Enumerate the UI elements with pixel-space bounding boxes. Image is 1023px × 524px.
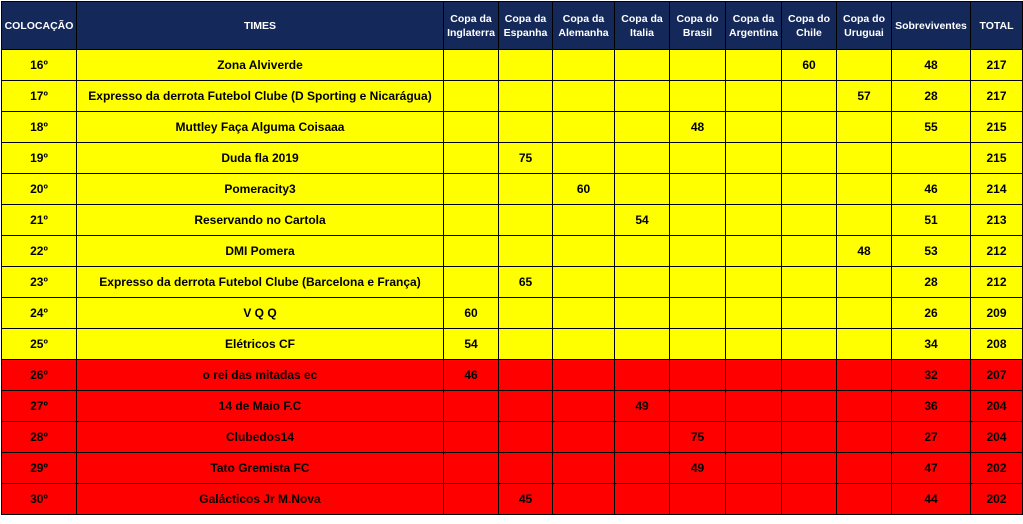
table-row <box>2 484 1023 515</box>
cell-total: 204 <box>971 422 1023 453</box>
cell-copa-espanha <box>499 391 553 422</box>
cell-copa-argentina <box>726 391 782 422</box>
cell-team: 14 de Maio F.C <box>77 391 444 422</box>
cell-copa-argentina <box>726 453 782 484</box>
cell-copa-uruguai <box>837 174 892 205</box>
cell-total: 212 <box>971 267 1023 298</box>
cell-total: 215 <box>971 112 1023 143</box>
cell-copa-espanha <box>499 453 553 484</box>
header-colocacao: COLOCAÇÃO <box>2 2 77 50</box>
cell-copa-chile <box>782 205 837 236</box>
cell-team: Zona Alviverde <box>77 50 444 81</box>
cell-copa-brasil <box>670 50 726 81</box>
cell-copa-chile <box>782 236 837 267</box>
cell-team: Reservando no Cartola <box>77 205 444 236</box>
cell-position: 26º <box>2 360 77 391</box>
cell-copa-inglaterra <box>444 50 499 81</box>
table-row <box>2 360 1023 391</box>
table-row <box>2 453 1023 484</box>
cell-copa-inglaterra <box>444 143 499 174</box>
cell-copa-brasil <box>670 236 726 267</box>
header-copa-espanha <box>499 2 553 50</box>
cell-copa-chile <box>782 267 837 298</box>
cell-total: 217 <box>971 50 1023 81</box>
header-copa-chile-line2: Chile <box>796 26 822 39</box>
cell-copa-brasil <box>670 298 726 329</box>
cell-copa-argentina <box>726 205 782 236</box>
cell-copa-chile <box>782 484 837 515</box>
cell-position: 16º <box>2 50 77 81</box>
cell-copa-uruguai <box>837 484 892 515</box>
header-row <box>2 2 1023 50</box>
cell-team: Expresso da derrota Futebol Clube (D Sporting e Nicarágua) <box>77 81 444 112</box>
cell-total: 213 <box>971 205 1023 236</box>
header-copa-italia <box>615 2 670 50</box>
cell-copa-espanha: 45 <box>499 484 553 515</box>
cell-copa-inglaterra <box>444 453 499 484</box>
cell-copa-uruguai: 57 <box>837 81 892 112</box>
cell-copa-espanha <box>499 81 553 112</box>
table-row <box>2 267 1023 298</box>
header-copa-chile <box>782 2 837 50</box>
cell-copa-chile <box>782 298 837 329</box>
cell-sobreviventes: 28 <box>892 81 971 112</box>
cell-copa-chile: 60 <box>782 50 837 81</box>
cell-copa-italia <box>615 453 670 484</box>
cell-copa-inglaterra: 60 <box>444 298 499 329</box>
cell-copa-brasil: 49 <box>670 453 726 484</box>
cell-team: Tato Gremista FC <box>77 453 444 484</box>
cell-copa-argentina <box>726 422 782 453</box>
cell-copa-uruguai <box>837 143 892 174</box>
cell-position: 25º <box>2 329 77 360</box>
cell-copa-espanha <box>499 236 553 267</box>
cell-copa-italia <box>615 112 670 143</box>
cell-total: 208 <box>971 329 1023 360</box>
header-copa-italia-line2: Italia <box>630 26 654 39</box>
cell-sobreviventes <box>892 143 971 174</box>
cell-copa-inglaterra <box>444 484 499 515</box>
table-row <box>2 391 1023 422</box>
header-copa-brasil-line1: Copa do <box>676 12 719 25</box>
cell-copa-uruguai <box>837 298 892 329</box>
cell-copa-chile <box>782 329 837 360</box>
cell-copa-brasil <box>670 143 726 174</box>
header-copa-alemanha-line2: Alemanha <box>558 26 609 39</box>
table-row <box>2 422 1023 453</box>
cell-position: 24º <box>2 298 77 329</box>
cell-position: 30º <box>2 484 77 515</box>
cell-copa-italia: 49 <box>615 391 670 422</box>
cell-sobreviventes: 32 <box>892 360 971 391</box>
cell-copa-italia <box>615 267 670 298</box>
cell-copa-brasil: 75 <box>670 422 726 453</box>
cell-copa-espanha <box>499 360 553 391</box>
cell-copa-inglaterra <box>444 391 499 422</box>
header-copa-inglaterra <box>444 2 499 50</box>
cell-total: 202 <box>971 453 1023 484</box>
cell-copa-inglaterra <box>444 174 499 205</box>
cell-copa-argentina <box>726 81 782 112</box>
header-copa-brasil <box>670 2 726 50</box>
cell-sobreviventes: 53 <box>892 236 971 267</box>
table-row <box>2 329 1023 360</box>
header-copa-inglaterra-line2: Inglaterra <box>447 26 495 39</box>
cell-position: 17º <box>2 81 77 112</box>
cell-copa-uruguai <box>837 422 892 453</box>
cell-position: 27º <box>2 391 77 422</box>
cell-copa-espanha <box>499 422 553 453</box>
cell-copa-inglaterra <box>444 81 499 112</box>
cell-copa-brasil: 48 <box>670 112 726 143</box>
header-copa-argentina-line2: Argentina <box>728 26 778 39</box>
cell-copa-argentina <box>726 298 782 329</box>
cell-copa-alemanha <box>553 81 615 112</box>
cell-copa-espanha <box>499 205 553 236</box>
cell-copa-argentina <box>726 484 782 515</box>
cell-copa-italia: 54 <box>615 205 670 236</box>
cell-copa-chile <box>782 422 837 453</box>
cell-copa-chile <box>782 174 837 205</box>
cell-position: 29º <box>2 453 77 484</box>
cell-copa-alemanha <box>553 298 615 329</box>
cell-copa-alemanha <box>553 453 615 484</box>
cell-total: 204 <box>971 391 1023 422</box>
cell-copa-italia <box>615 50 670 81</box>
cell-total: 217 <box>971 81 1023 112</box>
cell-copa-alemanha <box>553 50 615 81</box>
cell-copa-italia <box>615 329 670 360</box>
header-times: TIMES <box>77 2 444 50</box>
table-row <box>2 50 1023 81</box>
cell-sobreviventes: 46 <box>892 174 971 205</box>
cell-copa-italia <box>615 484 670 515</box>
cell-sobreviventes: 47 <box>892 453 971 484</box>
header-copa-espanha-line1: Copa da <box>504 12 547 25</box>
cell-copa-italia <box>615 360 670 391</box>
cell-position: 18º <box>2 112 77 143</box>
cell-copa-argentina <box>726 329 782 360</box>
cell-copa-espanha <box>499 174 553 205</box>
cell-copa-argentina <box>726 143 782 174</box>
cell-copa-brasil <box>670 81 726 112</box>
header-copa-argentina <box>726 2 782 50</box>
cell-copa-alemanha <box>553 143 615 174</box>
table-row <box>2 298 1023 329</box>
cell-copa-alemanha <box>553 391 615 422</box>
cell-copa-brasil <box>670 329 726 360</box>
header-copa-uruguai-line2: Uruguai <box>844 26 884 39</box>
cell-team: Galácticos Jr M.Nova <box>77 484 444 515</box>
cell-copa-inglaterra <box>444 205 499 236</box>
cell-copa-uruguai <box>837 50 892 81</box>
cell-copa-chile <box>782 360 837 391</box>
cell-sobreviventes: 55 <box>892 112 971 143</box>
cell-team: o rei das mitadas ec <box>77 360 444 391</box>
cell-copa-espanha <box>499 112 553 143</box>
cell-position: 28º <box>2 422 77 453</box>
cell-copa-uruguai <box>837 453 892 484</box>
header-copa-chile-line1: Copa do <box>788 12 830 25</box>
cell-copa-espanha <box>499 50 553 81</box>
cell-sobreviventes: 36 <box>892 391 971 422</box>
cell-copa-inglaterra: 54 <box>444 329 499 360</box>
cell-position: 21º <box>2 205 77 236</box>
cell-total: 215 <box>971 143 1023 174</box>
header-copa-alemanha <box>553 2 615 50</box>
cell-total: 214 <box>971 174 1023 205</box>
cell-sobreviventes: 26 <box>892 298 971 329</box>
table-row <box>2 143 1023 174</box>
cell-copa-uruguai <box>837 205 892 236</box>
cell-copa-argentina <box>726 112 782 143</box>
cell-position: 20º <box>2 174 77 205</box>
cell-position: 19º <box>2 143 77 174</box>
cell-total: 209 <box>971 298 1023 329</box>
cell-sobreviventes: 28 <box>892 267 971 298</box>
cell-copa-uruguai <box>837 329 892 360</box>
header-copa-uruguai-line1: Copa do <box>843 12 885 25</box>
cell-copa-espanha: 65 <box>499 267 553 298</box>
cell-copa-brasil <box>670 360 726 391</box>
header-copa-alemanha-line1: Copa da <box>562 12 605 25</box>
header-copa-uruguai <box>837 2 892 50</box>
cell-copa-inglaterra: 46 <box>444 360 499 391</box>
cell-copa-inglaterra <box>444 422 499 453</box>
cell-copa-italia <box>615 174 670 205</box>
cell-copa-alemanha <box>553 112 615 143</box>
cell-copa-brasil <box>670 391 726 422</box>
cell-copa-chile <box>782 81 837 112</box>
cell-copa-italia <box>615 236 670 267</box>
cell-copa-italia <box>615 81 670 112</box>
standings-table <box>1 1 1023 515</box>
cell-copa-brasil <box>670 205 726 236</box>
cell-copa-alemanha <box>553 205 615 236</box>
cell-copa-italia <box>615 298 670 329</box>
cell-copa-alemanha <box>553 267 615 298</box>
cell-copa-alemanha <box>553 329 615 360</box>
cell-copa-alemanha <box>553 484 615 515</box>
table-row <box>2 205 1023 236</box>
cell-copa-uruguai <box>837 267 892 298</box>
table-row <box>2 112 1023 143</box>
cell-team: Clubedos14 <box>77 422 444 453</box>
header-copa-inglaterra-line1: Copa da <box>450 12 492 25</box>
cell-copa-uruguai <box>837 112 892 143</box>
header-copa-argentina-line1: Copa da <box>732 12 775 25</box>
cell-copa-brasil <box>670 484 726 515</box>
cell-team: Muttley Faça Alguma Coisaaa <box>77 112 444 143</box>
cell-position: 22º <box>2 236 77 267</box>
cell-copa-alemanha <box>553 236 615 267</box>
cell-copa-chile <box>782 391 837 422</box>
header-copa-brasil-line2: Brasil <box>682 26 713 39</box>
cell-team: Expresso da derrota Futebol Clube (Barcelona e França) <box>77 267 444 298</box>
header-sobreviventes: Sobreviventes <box>892 2 971 50</box>
cell-copa-argentina <box>726 360 782 391</box>
cell-copa-chile <box>782 143 837 174</box>
cell-copa-uruguai: 48 <box>837 236 892 267</box>
cell-sobreviventes: 48 <box>892 50 971 81</box>
header-total: TOTAL <box>971 2 1023 50</box>
cell-copa-inglaterra <box>444 112 499 143</box>
cell-total: 207 <box>971 360 1023 391</box>
cell-team: DMI Pomera <box>77 236 444 267</box>
table-row <box>2 236 1023 267</box>
cell-total: 212 <box>971 236 1023 267</box>
cell-copa-brasil <box>670 174 726 205</box>
header-copa-italia-line1: Copa da <box>621 12 663 25</box>
cell-copa-uruguai <box>837 360 892 391</box>
cell-sobreviventes: 51 <box>892 205 971 236</box>
cell-copa-argentina <box>726 50 782 81</box>
cell-copa-inglaterra <box>444 267 499 298</box>
cell-team: Pomeracity3 <box>77 174 444 205</box>
cell-copa-inglaterra <box>444 236 499 267</box>
cell-copa-espanha <box>499 329 553 360</box>
cell-copa-chile <box>782 112 837 143</box>
table-row <box>2 174 1023 205</box>
cell-copa-italia <box>615 143 670 174</box>
cell-copa-alemanha <box>553 360 615 391</box>
cell-sobreviventes: 44 <box>892 484 971 515</box>
table-row <box>2 81 1023 112</box>
cell-sobreviventes: 27 <box>892 422 971 453</box>
cell-copa-chile <box>782 453 837 484</box>
cell-copa-italia <box>615 422 670 453</box>
cell-copa-espanha <box>499 298 553 329</box>
cell-copa-espanha: 75 <box>499 143 553 174</box>
cell-total: 202 <box>971 484 1023 515</box>
cell-copa-uruguai <box>837 391 892 422</box>
cell-team: Elétricos CF <box>77 329 444 360</box>
cell-copa-brasil <box>670 267 726 298</box>
cell-copa-argentina <box>726 236 782 267</box>
cell-copa-alemanha: 60 <box>553 174 615 205</box>
cell-sobreviventes: 34 <box>892 329 971 360</box>
cell-position: 23º <box>2 267 77 298</box>
cell-copa-argentina <box>726 267 782 298</box>
cell-copa-argentina <box>726 174 782 205</box>
cell-copa-alemanha <box>553 422 615 453</box>
header-copa-espanha-line2: Espanha <box>503 26 548 39</box>
cell-team: V Q Q <box>77 298 444 329</box>
cell-team: Duda fla 2019 <box>77 143 444 174</box>
